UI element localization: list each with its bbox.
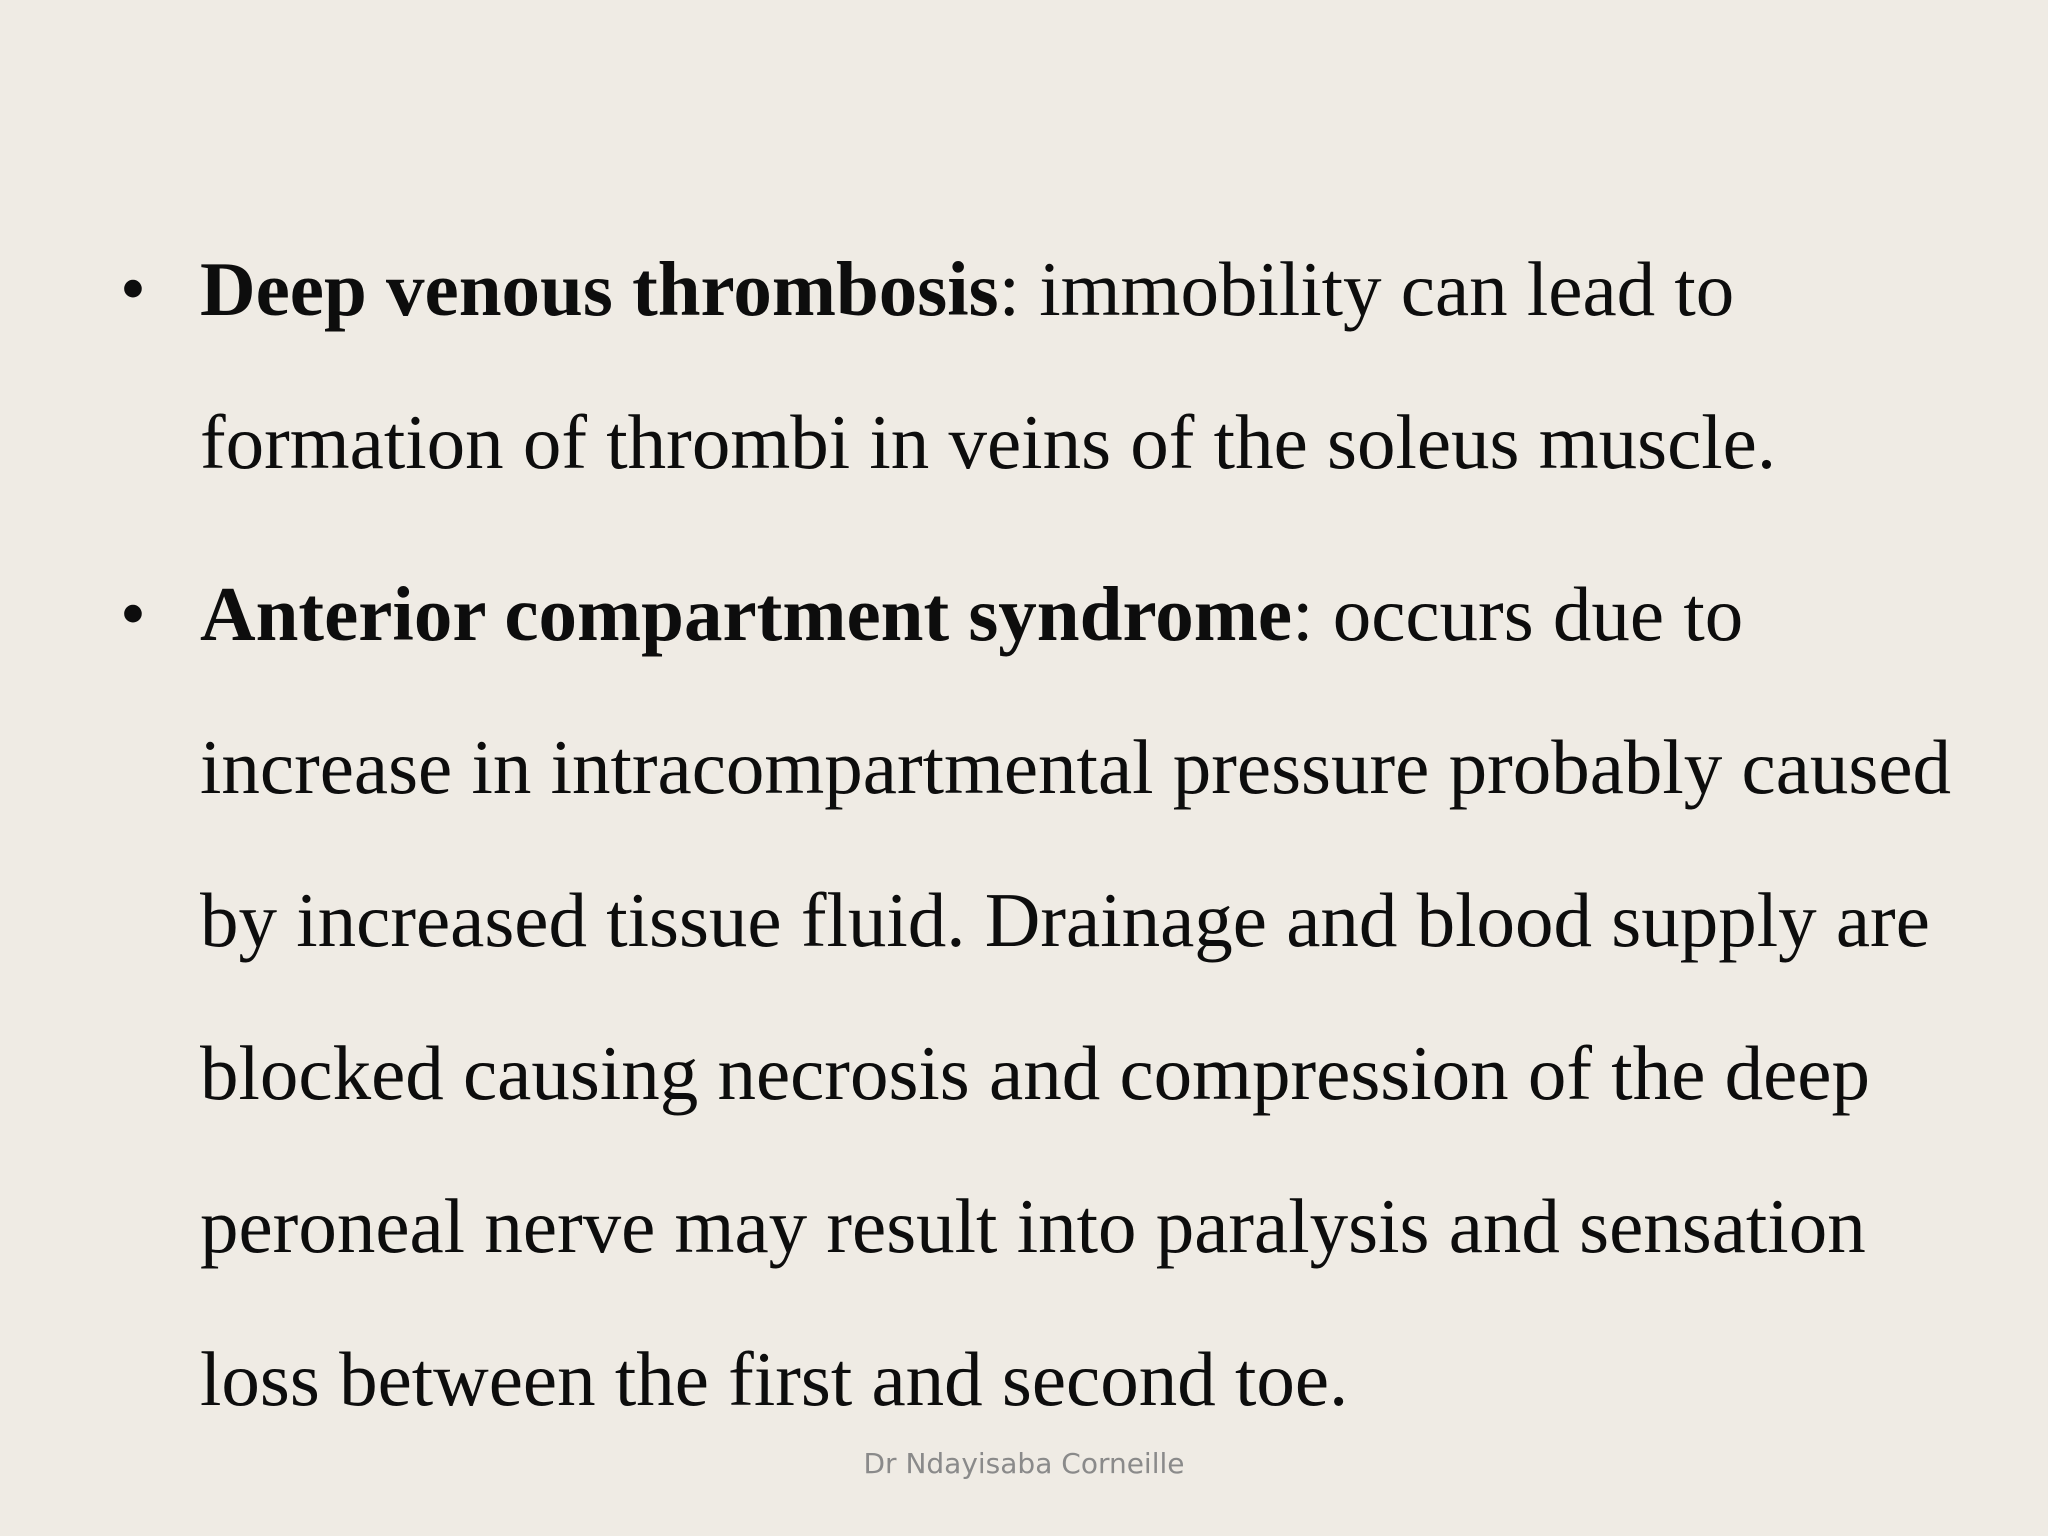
bullet-text bbox=[200, 213, 1980, 519]
bullet-term: Deep venous thrombosis bbox=[200, 246, 999, 332]
bullet-description: : immobility can lead to formation of thrombi in veins of the soleus muscle. bbox=[200, 246, 1777, 485]
slide-footer-author: Dr Ndayisaba Corneille bbox=[863, 1447, 1185, 1480]
bullet-description: : occurs due to increase in intracompartmental pressure probably caused by increased tissue fluid. Drainage and blood supply are blocked causing necrosis and compression of the deep peroneal nerve may result into paralysis and sensation loss between the first and second toe. bbox=[200, 571, 1952, 1422]
bullet-marker: • bbox=[120, 573, 146, 655]
bullet-term: Anterior compartment syndrome bbox=[200, 571, 1293, 657]
bullet-marker: • bbox=[120, 248, 146, 330]
bullet-text bbox=[200, 538, 1980, 1456]
